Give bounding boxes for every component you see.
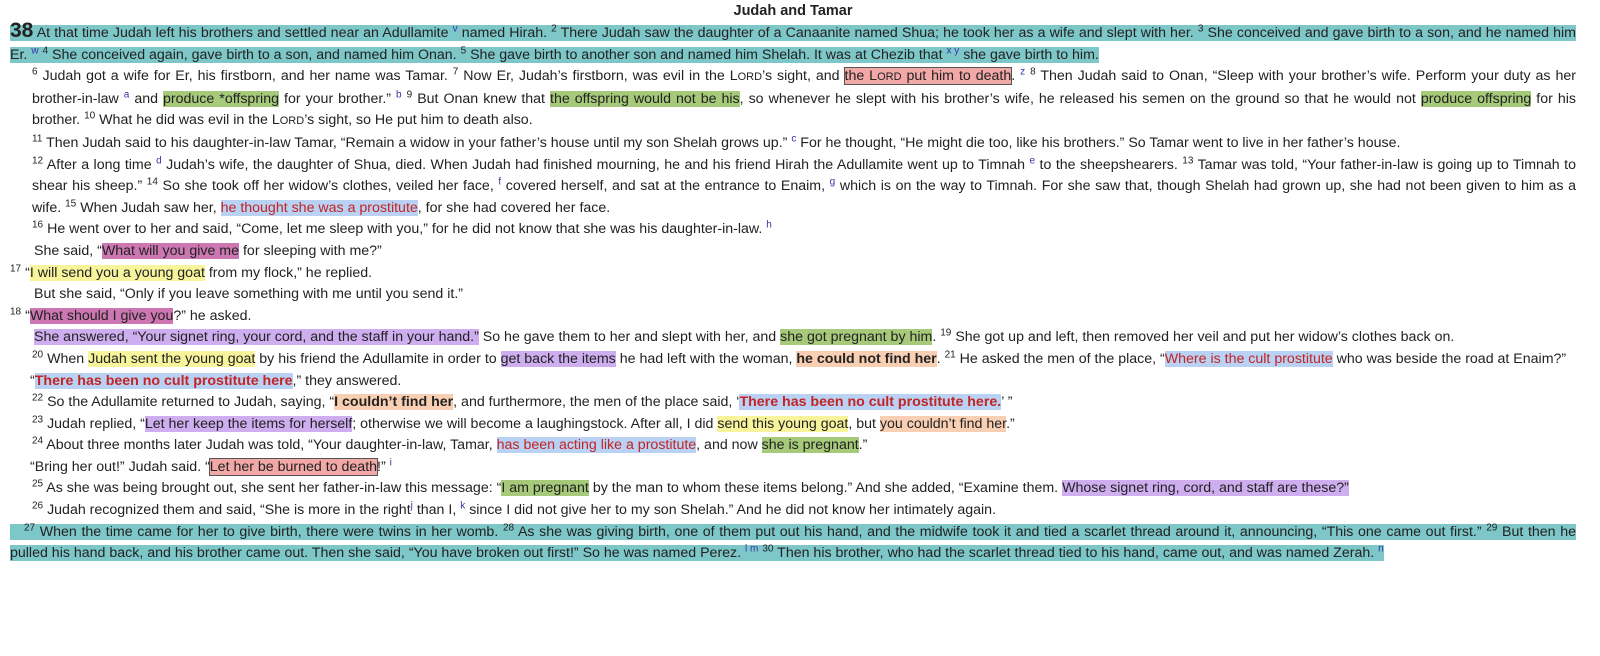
highlight-put-to-death: the LORD put him to death [844, 68, 1012, 85]
verse-3: 3 [1197, 23, 1204, 35]
footnote-f[interactable]: f [498, 176, 502, 188]
verse-23: 23 [32, 413, 44, 425]
footnote-j[interactable]: j [410, 500, 413, 512]
footnote-b[interactable]: b [396, 89, 402, 101]
verse-10: 10 [84, 110, 96, 122]
verse-22: 22 [32, 392, 44, 404]
line-21b: “There has been no cult prostitute here,” they answered. [30, 372, 402, 389]
verse-7: 7 [452, 66, 459, 78]
footnote-k[interactable]: k [460, 500, 466, 512]
line-26: $^{26}$ Judah recognized them and said, “She is more in the right$^j$ than I, $^k$ since I did not give her to my son Shelah.” And he did not know her intimately again. [32, 500, 997, 519]
verse-13: 13 [1182, 154, 1194, 166]
footnote-c[interactable]: c [791, 133, 797, 145]
verse-16: 16 [32, 219, 44, 231]
verse-17: 17 [10, 262, 22, 274]
verse-6: 6 [32, 66, 38, 78]
footnote-z[interactable]: z [1020, 66, 1026, 78]
line-25: $^{25}$ As she was being brought out, she sent her father-in-law this message: “I am pregnant by the man to whom these items belong.” And she added, “Examine them. Whose signet ring, cord, and staff are these?” [32, 478, 1349, 497]
verse-5: 5 [460, 44, 467, 56]
verse-8: 8 [1030, 66, 1036, 78]
footnote-e[interactable]: e [1029, 154, 1036, 166]
paragraph-1: 38 At that time Judah left his brothers and settled near an Adullamite $^v$ named Hirah. $^2$ There Judah saw the daughter of a Canaanite named Shua; he took her as a wife and slept with her. $^3$ She conceived and gave birth to a son, and he named him Er. $^w$ $^4$ She conceived again, gave birth to a son, and named him Onan. $^5$ She gave birth to another son and named him Shelah. It was at Chezib that $^{x y}$ she gave birth to him. [10, 19, 1576, 63]
verse-24: 24 [32, 435, 44, 447]
footnote-n[interactable]: n [1378, 543, 1384, 555]
verse-28: 28 [502, 521, 515, 533]
paragraph-5: $^{16}$ He went over to her and said, “Come, let me sleep with you,” for he did not know that she was his daughter-in-law. $^h$ [32, 219, 772, 238]
line-16b: She said, “What will you give me for sleeping with me?” [34, 242, 382, 259]
verse-15: 15 [65, 198, 77, 210]
paragraph-6: $^{20}$ When Judah sent the young goat by his friend the Adullamite in order to get back the items he had left with the woman, he could not find her. $^{21}$ He asked the men of the place, “Where is the cult prostitute who was beside the road at Enaim?” [32, 349, 1567, 367]
verse-30: 30 [762, 543, 774, 555]
footnote-d[interactable]: d [156, 154, 162, 166]
verse-4: 4 [42, 44, 49, 56]
verse-9: 9 [406, 89, 413, 101]
verse-14: 14 [146, 176, 158, 188]
footnote-w[interactable]: w [31, 44, 39, 56]
paragraph-2: $^6$ Judah got a wife for Er, his firstborn, and her name was Tamar. $^7$ Now Er, Judah’s firstborn, was evil in the LORD’s sight, and the LORD put him to death. $^z$ $^8$ Then Judah said to Onan, “Sleep with your brother’s wife. Perform your duty as her brother-in-law $^a$ and produce *offspring for your brother.” $^b$ $^9$ But Onan knew that the offspring would not be his, so whenever he slept with his brother’s wife, he released his semen on the ground so that he would not produce offspring for his brother. $^{10}$ What he did was evil in the LORD’s sight, so He put him to death also. [32, 66, 1576, 129]
verse-19: 19 [940, 327, 952, 339]
verse-18: 18 [10, 305, 22, 317]
line-18b: She answered, “Your signet ring, your cord, and the staff in your hand.” So he gave them to her and slept with her, and she got pregnant by him. $^{19}$ She got up and left, then removed her veil and put her widow’s clothes back on. [34, 327, 1455, 346]
footnote-xy[interactable]: x y [946, 44, 960, 56]
verse-2: 2 [551, 23, 557, 35]
verse-11: 11 [32, 133, 43, 145]
passage-title: Judah and Tamar [733, 3, 853, 19]
footnote-h[interactable]: h [766, 219, 772, 231]
line-23: $^{23}$ Judah replied, “Let her keep the items for herself; otherwise we will become a laughingstock. After all, I did send this young goat, but you couldn’t find her.” [32, 413, 1015, 432]
paragraph-3: $^{11}$ Then Judah said to his daughter-in-law Tamar, “Remain a widow in your father’s house until my son Shelah grows up.” $^c$ For he thought, “He might die too, like his brothers.” So Tamar went to live in her father’s house. [32, 133, 1401, 151]
line-22: $^{22}$ So the Adullamite returned to Judah, saying, “I couldn’t find her, and furthermore, the men of the place said, ‘There has been no cult prostitute here.’ ” [32, 392, 1013, 411]
verse-25: 25 [32, 478, 44, 490]
chapter-number: 38 [10, 19, 34, 42]
footnote-a[interactable]: a [123, 89, 130, 101]
line-17b: But she said, “Only if you leave something with me until you send it.” [34, 286, 463, 303]
verse-20: 20 [32, 349, 44, 361]
paragraph-4: $^{12}$ After a long time $^d$ Judah’s wife, the daughter of Shua, died. When Judah had finished mourning, he and his friend Hirah the Adullamite went up to Timnah $^e$ to the sheepshearers. $^{13}$ Tamar was told, “Your father-in-law is going up to Timnah to shear his sheep.” $^{14}$ So she took off her widow’s clothes, veiled her face, $^f$ covered herself, and sat at the entrance to Enaim, $^g$ which is on the way to Timnah. For she saw that, though Shelah had grown up, she had not been given to him as a wife. $^{15}$ When Judah saw her, he thought she was a prostitute, for she had covered her face. [32, 154, 1576, 216]
verse-29: 29 [1486, 521, 1498, 533]
verse-21: 21 [944, 349, 956, 361]
footnote-v[interactable]: v [452, 23, 458, 35]
footnote-g[interactable]: g [829, 176, 836, 188]
line-18: $^{18}$ “What should I give you?” he asked. [10, 305, 252, 324]
verse-12: 12 [32, 154, 44, 166]
line-24: $^{24}$ About three months later Judah was told, “Your daughter-in-law, Tamar, has been acting like a prostitute, and now she is pregnant.” [32, 435, 868, 454]
verse-26: 26 [32, 500, 44, 512]
line-24b: “Bring her out!” Judah said. “Let her be burned to death!” $^i$ [30, 457, 392, 475]
footnote-lm[interactable]: l m [745, 543, 759, 555]
line-17: $^{17}$ “I will send you a young goat from my flock,” he replied. [10, 262, 373, 281]
verse-27: 27 [23, 521, 36, 533]
footnote-i[interactable]: i [389, 457, 392, 469]
paragraph-7: $^{27}$ When the time came for her to give birth, there were twins in her womb. $^{28}$ As she was giving birth, one of them put out his hand, and the midwife took it and tied a scarlet thread around it, announcing, “This one came out first.” $^{29}$ But then he pulled his hand back, and his brother came out. Then she said, “You have broken out first!” So he was named Perez. $^{l m}$ $^{30}$ Then his brother, who had the scarlet thread tied to his hand, came out, and was named Zerah. $^n$ [10, 521, 1576, 562]
